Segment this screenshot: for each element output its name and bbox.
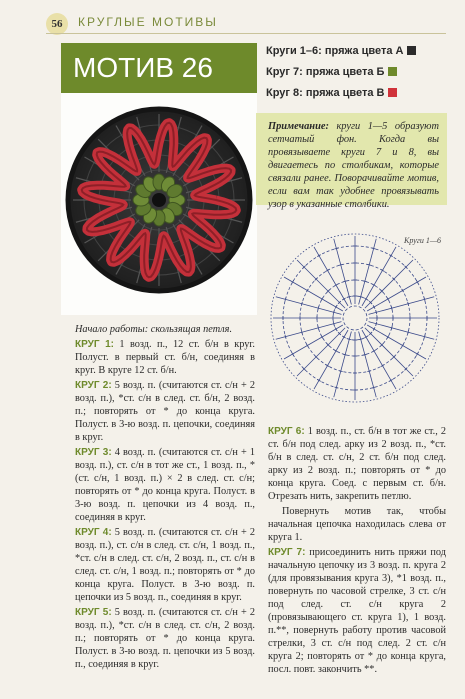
turn-instruction: Повернуть мотив так, чтобы начальная цепочка находилась слева от круга 1. xyxy=(268,506,446,543)
motif-photo-illustration xyxy=(61,93,257,315)
note-box xyxy=(256,113,447,210)
running-title: КРУГЛЫЕ МОТИВЫ xyxy=(78,15,218,29)
start-instruction: Начало работы: скользящая петля. xyxy=(75,324,233,335)
yarn-color-row: Круги 1–6: пряжа цвета А xyxy=(266,44,446,65)
round-4: КРУГ 4: 5 возд. п. (считаются ст. с/н + 2 возд. п.), ст. с/н в след. ст. с/н, 1 возд. п., *ст. с/н в след. ст. с/н, 2 возд. п., ст. с/н в след. ст. с/н, 1 возд. п.; повторять от * до конца круга. Полуст. в 3-ю возд. п. цепочки из 5 возд. п., соединяя в круг. xyxy=(75,527,256,603)
motif-photo xyxy=(61,93,257,315)
color-swatch xyxy=(388,88,397,97)
instructions-left-column xyxy=(75,323,255,673)
round-6: КРУГ 6: 1 возд. п., ст. б/н в тот же ст., 2 ст. б/н под след. арку из 2 возд. п., *ст. б/н в след. ст. с/н, 2 ст. б/н под след. арку из 2 возд. п.; повторять от * до конца круга. Соед. с первым ст. б/н. Отрезать нить, закрепить петлю. xyxy=(268,426,447,502)
yarn-color-row: Круг 8: пряжа цвета В xyxy=(266,86,446,107)
motif-title: МОТИВ 26 xyxy=(73,52,213,83)
page-number: 56 xyxy=(46,13,68,35)
round-7: КРУГ 7: присоединить нить пряжи под начальную цепочку из 3 возд. п. круга 2 (для провязывания круга 3), *1 возд. п., повернуть по часовой стрелке, 3 ст. с/н под след. ст. с/н круга 2 (провязывающего ст. круга 1), 1 возд. п.**, повернуть работу против часовой стрелки, 3 ст. с/н под след. 2 ст. с/н круга 2; повторять от * до конца круга, посл. повт. закончить **. xyxy=(268,547,446,675)
instructions-right-column xyxy=(268,425,446,678)
note-text: круги 1—5 образуют сетчатый фон. Когда вы провязываете круги 7 и 8, вы двигаетесь по столбикам, которые связали ранее. Поворачивайте мотив, если вам так удобнее провязывать узор в указанные столбики. xyxy=(268,121,439,210)
crochet-chart-drawing xyxy=(270,218,448,406)
color-swatch xyxy=(388,67,397,76)
header-rule xyxy=(46,33,446,34)
yarn-color-list xyxy=(266,44,446,107)
round-3: КРУГ 3: 4 возд. п. (считаются ст. с/н + 1 возд. п.), ст. с/н в тот же ст., 1 возд. п., *(ст. с/н, 1 возд. п.) × 2 в след. ст. с/н; повторять от * до конца круга. Полуст. в 3-ю возд. п. цепочки из 4 возд. п., соединяя в круг. xyxy=(75,447,256,523)
yarn-color-row: Круг 7: пряжа цвета Б xyxy=(266,65,446,86)
round-5: КРУГ 5: 5 возд. п. (считаются ст. с/н + 2 возд. п.), *ст. с/н в след. ст. с/н, 2 возд. п.; повторять от * до конца круга. Полуст. в 3-ю возд. п. цепочки из 5 возд. п., соединяя в круг. xyxy=(75,607,256,670)
round-2: КРУГ 2: 5 возд. п. (считаются ст. с/н + 2 возд. п.), *ст. с/н в след. ст. б/н, 2 возд. п.; повторять от * до конца круга. Полуст. в 3-ю возд. п. цепочки, соединяя в круг. xyxy=(75,380,256,443)
note-lead: Примечание: xyxy=(268,121,329,132)
title-banner xyxy=(61,43,257,93)
crochet-chart xyxy=(270,218,448,406)
round-1: КРУГ 1: 1 возд. п., 12 ст. б/н в круг. Полуст. в первый ст. б/н, соединяя в круг. В круге 12 ст. б/н. xyxy=(75,339,255,376)
chart-caption: Круги 1—6 xyxy=(404,236,441,245)
color-swatch xyxy=(407,46,416,55)
